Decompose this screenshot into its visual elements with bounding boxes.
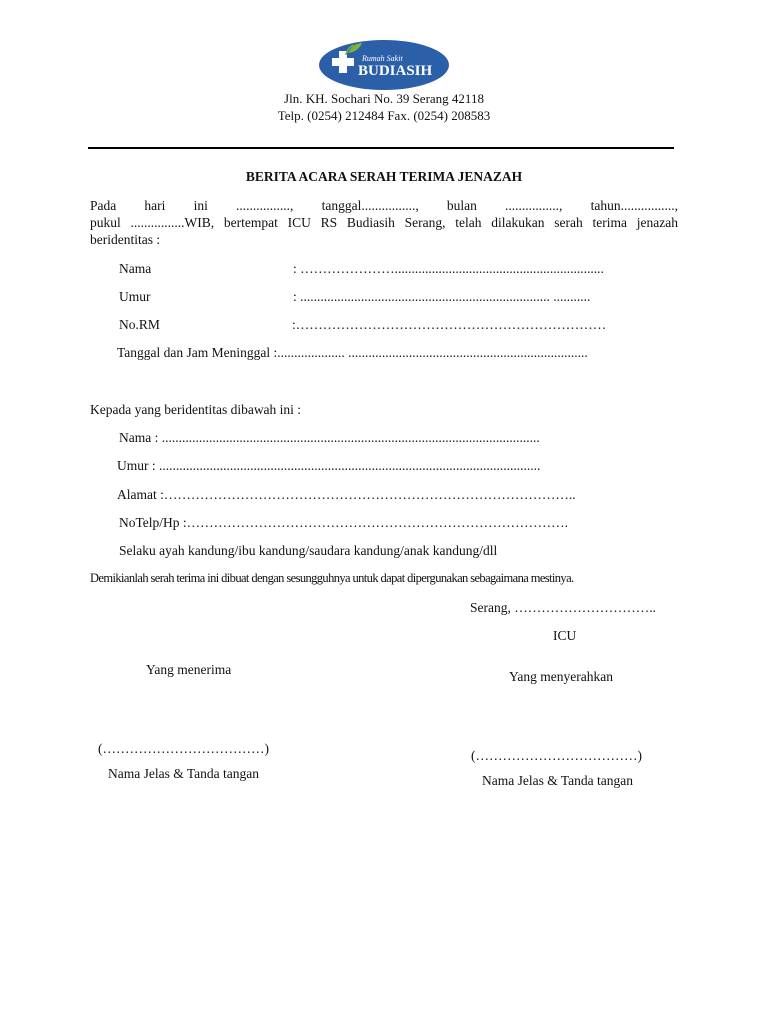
deceased-norm-label: No.RM [119, 317, 160, 332]
deceased-umur-label: Umur [119, 289, 151, 304]
left-signature-blank: (………………………………) [98, 741, 269, 756]
intro-word: ini [193, 198, 208, 213]
receiver-heading: Kepada yang beridentitas dibawah ini : [90, 402, 302, 417]
phone-fax: Telp. (0254) 212484 Fax. (0254) 208583 [277, 108, 491, 123]
closing-statement: Demikianlah serah terima ini dibuat dengan sesungguhnya untuk dapat dipergunakan sebagaimana mestinya. [90, 571, 574, 585]
hospital-logo [318, 39, 450, 91]
deceased-umur-field: : .......................................................................... ........... [293, 289, 591, 304]
right-signature-blank: (………………………………) [471, 748, 642, 763]
intro-line-3: beridentitas : [90, 232, 161, 247]
deceased-nama-field: : ………………….............................................................. [293, 261, 604, 276]
place-date: Serang, ………………………….. [470, 600, 656, 615]
address: Jln. KH. Sochari No. 39 Serang 42118 [284, 91, 484, 106]
left-role: Yang menerima [146, 662, 232, 677]
deceased-norm-field: :…………………………………………………………… [292, 317, 607, 332]
intro-word: bulan [446, 198, 477, 213]
unit-label: ICU [553, 628, 577, 643]
left-signature-caption: Nama Jelas & Tanda tangan [108, 766, 260, 781]
receiver-relation: Selaku ayah kandung/ibu kandung/saudara kandung/anak kandung/dll [119, 543, 498, 558]
intro-line-1 [90, 198, 678, 214]
right-signature-caption: Nama Jelas & Tanda tangan [482, 773, 634, 788]
logo-name-text: BUDIASIH [358, 63, 433, 79]
intro-line-2: pukul ................WIB, bertempat ICU RS Budiasih Serang, telah dilakukan serah terima jenazah [90, 215, 678, 230]
intro-word: Pada [90, 198, 117, 213]
header-divider [88, 147, 674, 149]
receiver-umur-field: Umur : ................................................................................................................. [117, 458, 541, 473]
right-role: Yang menyerahkan [509, 669, 613, 684]
deceased-date-field: Tanggal dan Jam Meninggal :.................... ....................................................................... [117, 345, 588, 360]
deceased-nama-label: Nama [119, 261, 152, 276]
receiver-nama-field: Nama : ................................................................................................................ [119, 430, 540, 445]
receiver-alamat-field: Alamat :……………………………………………………………………………….. [117, 487, 576, 502]
intro-word: ................, [236, 198, 294, 213]
intro-word: tahun................, [590, 198, 678, 213]
receiver-notelp-field: NoTelp/Hp :…………………………………………………………………………. [119, 515, 569, 530]
intro-word: hari [144, 198, 166, 213]
intro-word: tanggal................, [321, 198, 419, 213]
document-title: BERITA ACARA SERAH TERIMA JENAZAH [245, 169, 523, 184]
intro-word: ................, [505, 198, 563, 213]
logo-small-text: Rumah Sakit [362, 54, 403, 63]
